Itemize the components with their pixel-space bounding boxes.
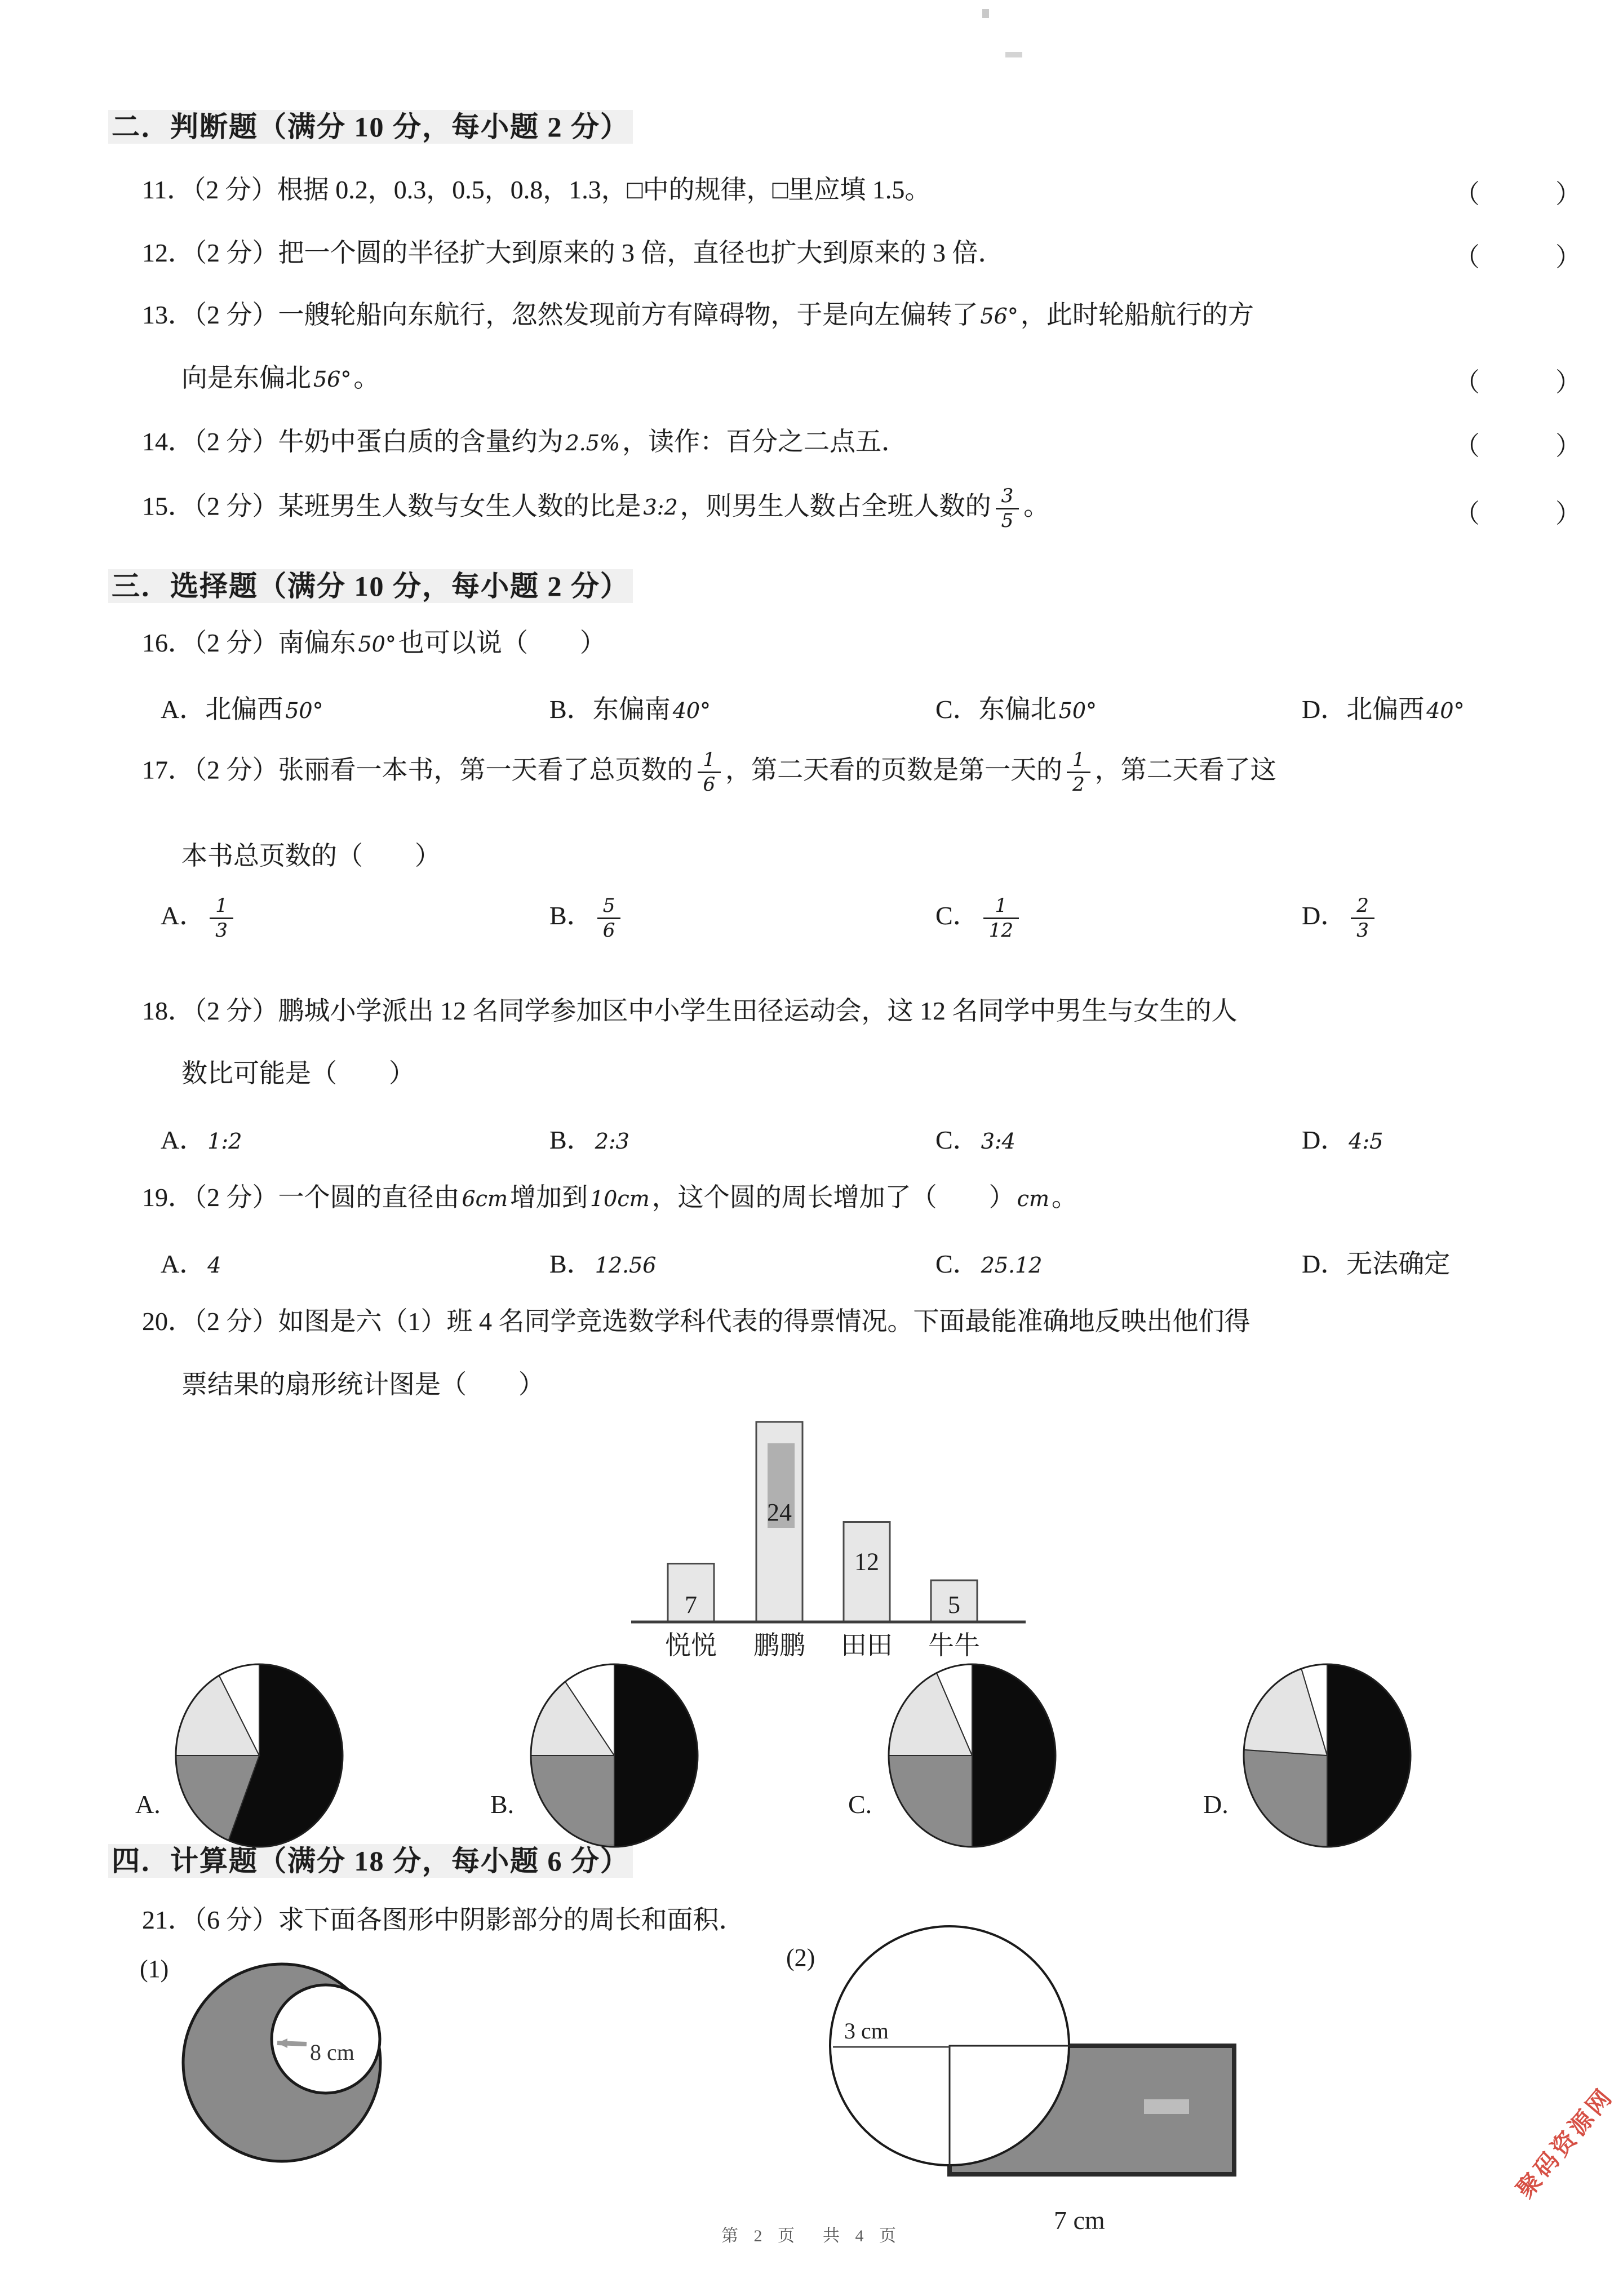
figure-1-tag: (1): [140, 1955, 169, 1983]
q12-text: 把一个圆的半径扩大到原来的 3 倍，直径也扩大到原来的 3 倍．: [278, 238, 1004, 267]
question-13-line2: 向是东偏北 56°。: [181, 364, 380, 392]
figure-2-radius-label: 3 cm: [844, 2018, 889, 2044]
q19-option-a: A． 4: [161, 1249, 221, 1278]
section-4-heading: 四．计算题（满分 18 分，每小题 6 分）: [108, 1838, 633, 1879]
q18-option-d: D． 4:5: [1302, 1125, 1383, 1154]
pie-c-label: C.: [848, 1790, 872, 1819]
q13-angle-2: 56°: [313, 367, 352, 392]
question-15: 15．（2 分）某班男生人数与女生人数的比是 3:2，则男生人数占全班人数的 $\frac{3}{5}$ 。: [142, 485, 1050, 533]
pie-slice-darkgray: [889, 1756, 972, 1847]
pie-b-label: B.: [490, 1790, 515, 1819]
q18-number: 18．（2 分）: [142, 996, 278, 1025]
q17-option-d: D． $\frac{2}{3}$: [1302, 895, 1379, 941]
figure-2-tag: (2): [786, 1944, 815, 1971]
figure-1-shaded-circles: [175, 1947, 434, 2204]
figure-1-radius-label: 8 cm: [310, 2040, 354, 2065]
q17-options: [161, 895, 1553, 991]
question-20-line2: 票结果的扇形统计图是（ ）: [181, 1370, 544, 1399]
q17-fraction-2: $\frac{1}{2}$: [1067, 750, 1090, 796]
question-11: [142, 174, 930, 206]
q12-number: 12．（2 分）: [142, 238, 278, 267]
q17-fraction-1: $\frac{1}{6}$: [698, 750, 721, 796]
question-14: 14．（2 分）牛奶中蛋白质的含量约为 2.5%，读作：百分之二点五．: [142, 427, 908, 456]
q21-text: 求下面各图形中阴影部分的周长和面积．: [278, 1905, 745, 1934]
q16-option-c: C．东偏北 50°: [935, 695, 1097, 724]
watermark: 聚码资源网: [1512, 2082, 1619, 2204]
q13-angle-1: 56°: [980, 304, 1018, 329]
q20-number: 20．（2 分）: [142, 1307, 278, 1336]
q15-answer-blank: （ ）: [1454, 499, 1589, 528]
question-13-line1: 13．（2 分）一艘轮船向东航行，忽然发现前方有障碍物，于是向左偏转了 56°，此时轮船航行的方: [142, 300, 1254, 329]
q16-option-b: B．东偏南 40°: [549, 695, 711, 724]
q21-number: 21．（6 分）: [142, 1905, 278, 1934]
question-18-line1: 18．（2 分）鹏城小学派出 12 名同学参加区中小学生田径运动会，这 12 名同学中男生与女生的人: [142, 996, 1238, 1025]
bar-category-label: 鹏鹏: [753, 1631, 805, 1660]
question-17-line1: 17．（2 分）张丽看一本书，第一天看了总页数的 $\frac{1}{6}$ ，第二天看的页数是第一天的 $\frac{1}{2}$ ，第二天看了这: [142, 748, 1276, 796]
bar-value: 5: [948, 1591, 960, 1619]
q19-number: 19．（2 分）: [142, 1183, 278, 1212]
scan-artifact-dash: [1005, 52, 1022, 57]
q16-number: 16．（2 分）: [142, 628, 278, 657]
q19-option-d: D．无法确定: [1302, 1249, 1451, 1278]
scan-artifact-dot: [982, 9, 989, 18]
section-2-heading: 二．判断题（满分 10 分，每小题 2 分）: [108, 104, 633, 145]
question-12: [142, 237, 1004, 269]
q11-text: 根据 0.2，0.3，0.5，0.8，1.3，□中的规律，□里应填 1.5。: [277, 175, 931, 204]
bar-category-label: 悦悦: [665, 1631, 717, 1660]
pie-d-label: D.: [1203, 1790, 1229, 1819]
q11-answer-blank: （ ）: [1454, 180, 1589, 209]
section-3-heading: 三．选择题（满分 10 分，每小题 2 分）: [108, 564, 633, 604]
pie-option-c: [848, 1660, 1085, 1851]
q15-fraction: $\frac{3}{5}$: [996, 486, 1019, 532]
q19-option-b: B． 12.56: [549, 1249, 657, 1278]
q19-value-2: 10cm: [590, 1186, 650, 1211]
q18-option-b: B． 2:3: [549, 1125, 629, 1154]
q17-number: 17．（2 分）: [142, 755, 278, 784]
q17-option-a: A． $\frac{1}{3}$: [161, 895, 238, 941]
page-footer: 第 2 页 共 4 页: [721, 2227, 902, 2245]
q13-answer-blank: （ ）: [1454, 368, 1589, 397]
inner-circle: [272, 1985, 380, 2093]
bar-value: 7: [685, 1591, 697, 1619]
pie-slice-black: [972, 1664, 1056, 1847]
q17-option-c: C． $\frac{1}{12}$: [935, 895, 1023, 941]
pie-slice-black: [614, 1664, 698, 1847]
q14-percent: 2.5%: [565, 431, 620, 455]
bar-category-label: 牛牛: [928, 1631, 980, 1660]
q15-ratio: 3:2: [643, 495, 678, 520]
question-16: 16．（2 分）南偏东 50°也可以说（ ）: [142, 628, 606, 657]
question-20-line1: 20．（2 分）如图是六（1）班 4 名同学竞选数学科代表的得票情况。下面最能准确地反映出他们得: [142, 1307, 1250, 1336]
vote-bar-chart: [614, 1392, 1043, 1677]
q14-answer-blank: （ ）: [1454, 432, 1589, 460]
q16-angle: 50°: [358, 632, 396, 657]
q19-unit: cm: [1017, 1186, 1049, 1211]
question-18-line2: 数比可能是（ ）: [181, 1059, 415, 1088]
q14-number: 14．（2 分）: [142, 427, 278, 456]
pie-slice-black: [1327, 1664, 1411, 1847]
q19-value-1: 6cm: [462, 1186, 508, 1211]
q17-option-b: B． $\frac{5}{6}$: [549, 895, 625, 941]
q15-number: 15．（2 分）: [142, 491, 278, 521]
q18-option-a: A． 1:2: [161, 1125, 242, 1154]
question-21: [142, 1904, 745, 1936]
q11-number: 11．（2 分）: [142, 175, 277, 204]
pie-slice-darkgray: [1244, 1750, 1327, 1847]
q12-answer-blank: （ ）: [1454, 243, 1589, 272]
figure-2-width-label: 7 cm: [1054, 2206, 1105, 2235]
bar-value: 12: [854, 1548, 879, 1576]
pie-option-b: [490, 1660, 727, 1851]
question-17-line2: 本书总页数的（ ）: [181, 841, 441, 870]
q16-option-a: A．北偏西 50°: [161, 695, 323, 724]
q13-number: 13．（2 分）: [142, 300, 278, 329]
bar-value: 24: [767, 1499, 792, 1526]
q16-option-d: D．北偏西 40°: [1302, 695, 1465, 724]
pie-a-label: A.: [135, 1790, 161, 1819]
pie-option-d: [1203, 1660, 1440, 1851]
bar-category-label: 田田: [841, 1631, 893, 1660]
pie-slice-darkgray: [531, 1756, 614, 1847]
pie-option-a: [135, 1660, 372, 1851]
question-19: 19．（2 分）一个圆的直径由 6cm增加到 10cm，这个圆的周长增加了（ ） cm。: [142, 1183, 1077, 1212]
scan-highlight: [1144, 2099, 1189, 2114]
q18-option-c: C． 3:4: [935, 1125, 1016, 1154]
q19-option-c: C． 25.12: [935, 1249, 1043, 1278]
